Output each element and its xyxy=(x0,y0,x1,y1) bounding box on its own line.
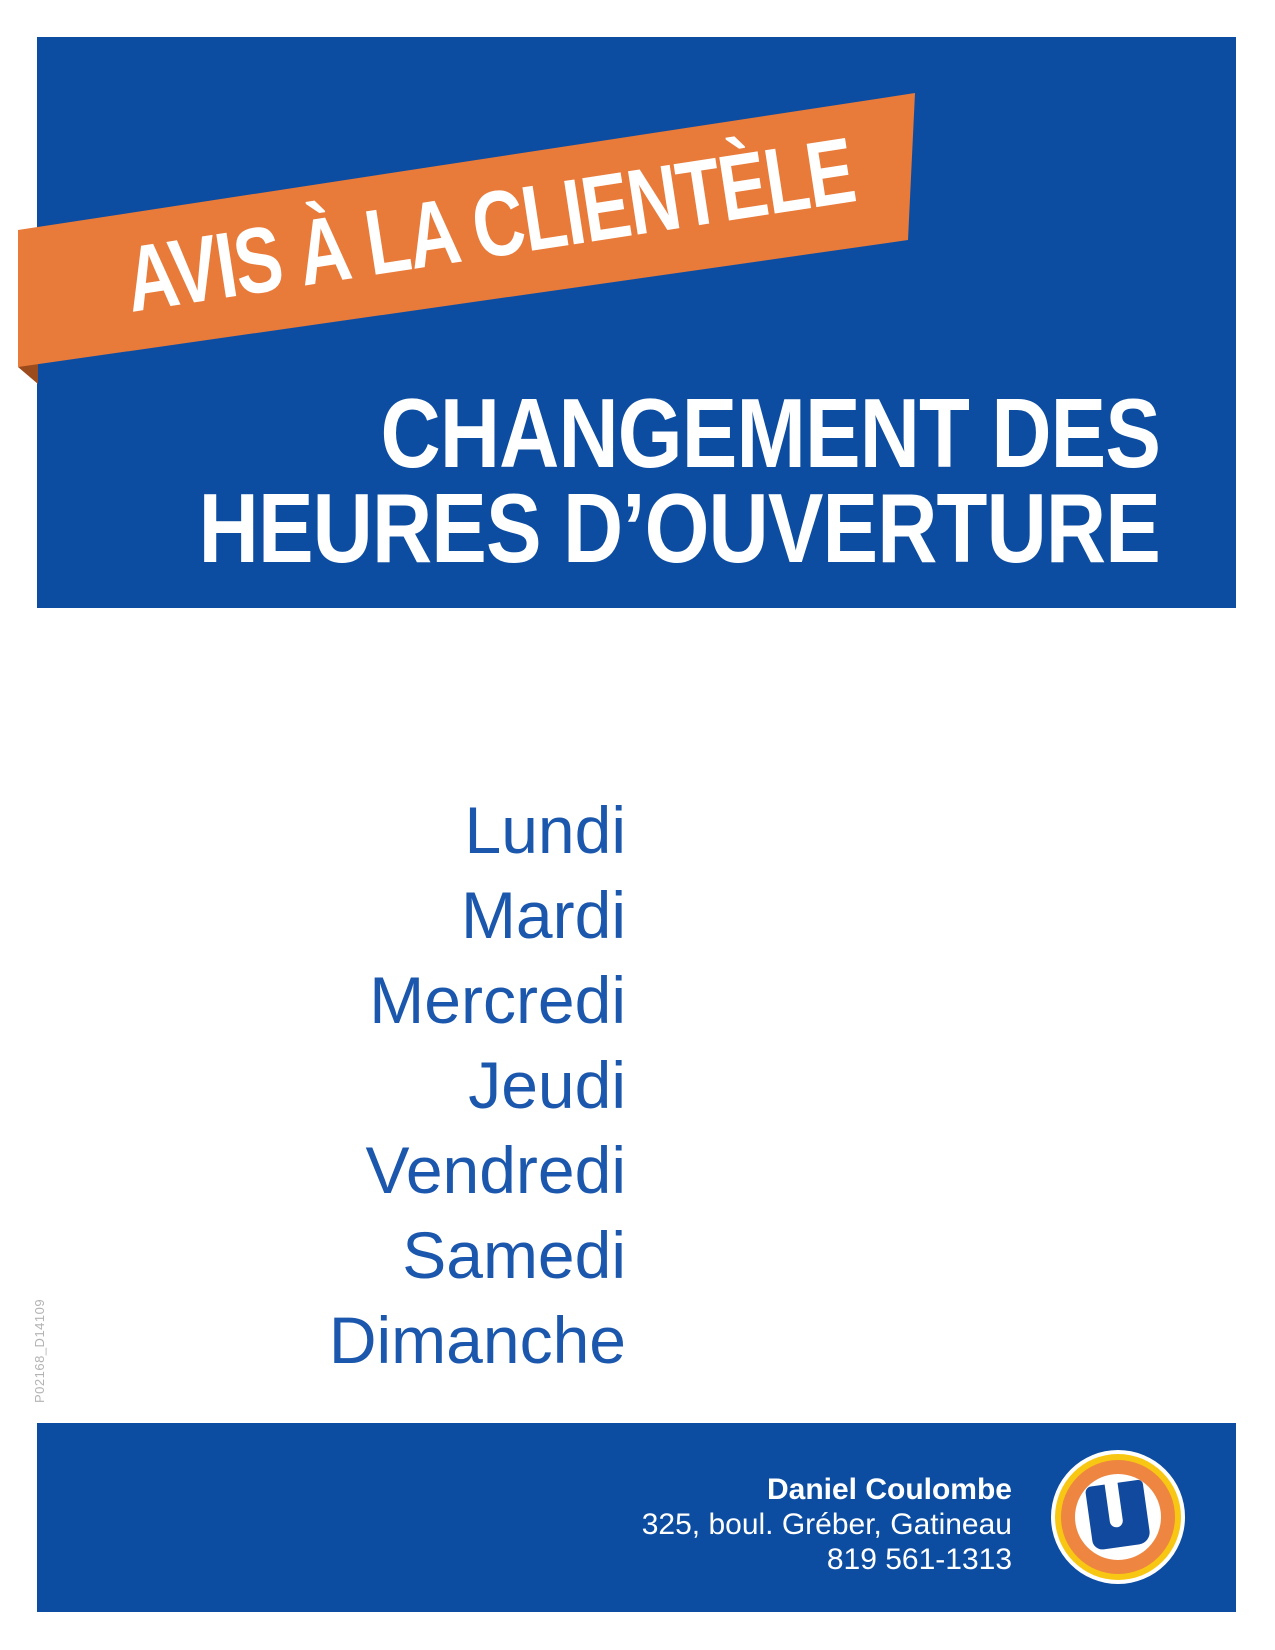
store-address: 325, boul. Gréber, Gatineau xyxy=(641,1508,1012,1541)
weekday-tuesday: Mardi xyxy=(460,878,626,952)
weekday-thursday: Jeudi xyxy=(468,1048,626,1122)
title-line-2: HEURES D’OUVERTURE xyxy=(198,473,1160,583)
brand-logo xyxy=(1051,1450,1185,1584)
logo-u-counter xyxy=(1104,1482,1123,1528)
weekday-saturday: Samedi xyxy=(402,1218,626,1292)
ribbon-label-text: AVIS À LA CLIENTÈLE xyxy=(118,117,861,332)
store-phone: 819 561-1313 xyxy=(826,1543,1012,1576)
print-code: P02168_D14109 xyxy=(32,1298,47,1403)
page-title xyxy=(29,378,1160,583)
title-line-1: CHANGEMENT DES xyxy=(380,378,1160,488)
weekday-monday: Lundi xyxy=(464,793,626,867)
weekday-sunday: Dimanche xyxy=(328,1303,626,1377)
store-contact-block xyxy=(642,1472,1012,1577)
weekday-list xyxy=(329,788,626,1383)
weekday-wednesday: Mercredi xyxy=(369,963,626,1037)
store-owner-name: Daniel Coulombe xyxy=(766,1473,1012,1506)
logo-u-glyph xyxy=(1085,1479,1151,1550)
weekday-friday: Vendredi xyxy=(365,1133,626,1207)
